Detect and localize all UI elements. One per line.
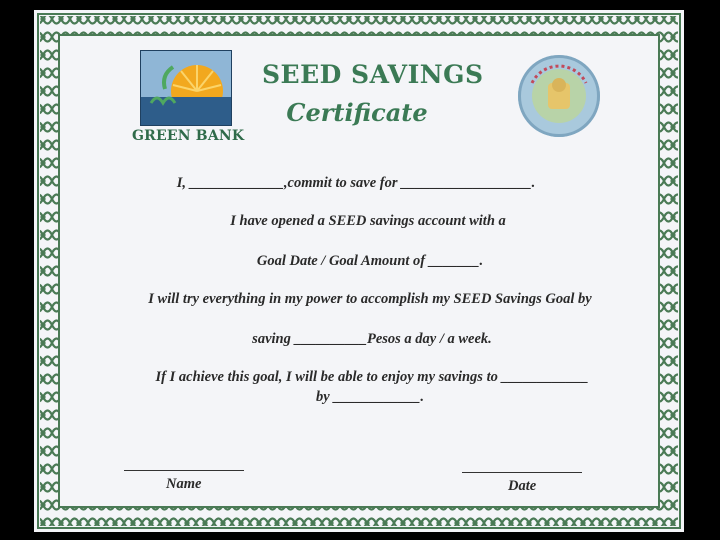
green-bank-logo — [132, 50, 264, 144]
name-signature-line — [124, 470, 244, 471]
certificate-subtitle: Certificate — [286, 98, 428, 127]
by-line: by ____________. — [316, 389, 424, 405]
date-signature-line — [462, 472, 582, 473]
save-earn-enjoy-seal — [518, 55, 600, 137]
name-label: Name — [166, 476, 202, 492]
effort-line: I will try everything in my power to accomplish my SEED Savings Goal by — [148, 291, 592, 307]
goal-line: Goal Date / Goal Amount of _______. — [256, 253, 484, 269]
achieve-line: If I achieve this goal, I will be able to enjoy my savings to ____________ — [155, 369, 589, 385]
commit-line: I, _____________,commit to save for __________________. — [176, 175, 536, 191]
opened-account-line: I have opened a SEED savings account with a — [230, 213, 506, 229]
saving-line: saving __________Pesos a day / a week. — [252, 331, 492, 347]
bank-emblem — [140, 50, 232, 126]
certificate-title: SEED SAVINGS — [262, 60, 484, 89]
bank-name: GREEN BANK — [132, 128, 245, 144]
date-label: Date — [508, 478, 537, 494]
